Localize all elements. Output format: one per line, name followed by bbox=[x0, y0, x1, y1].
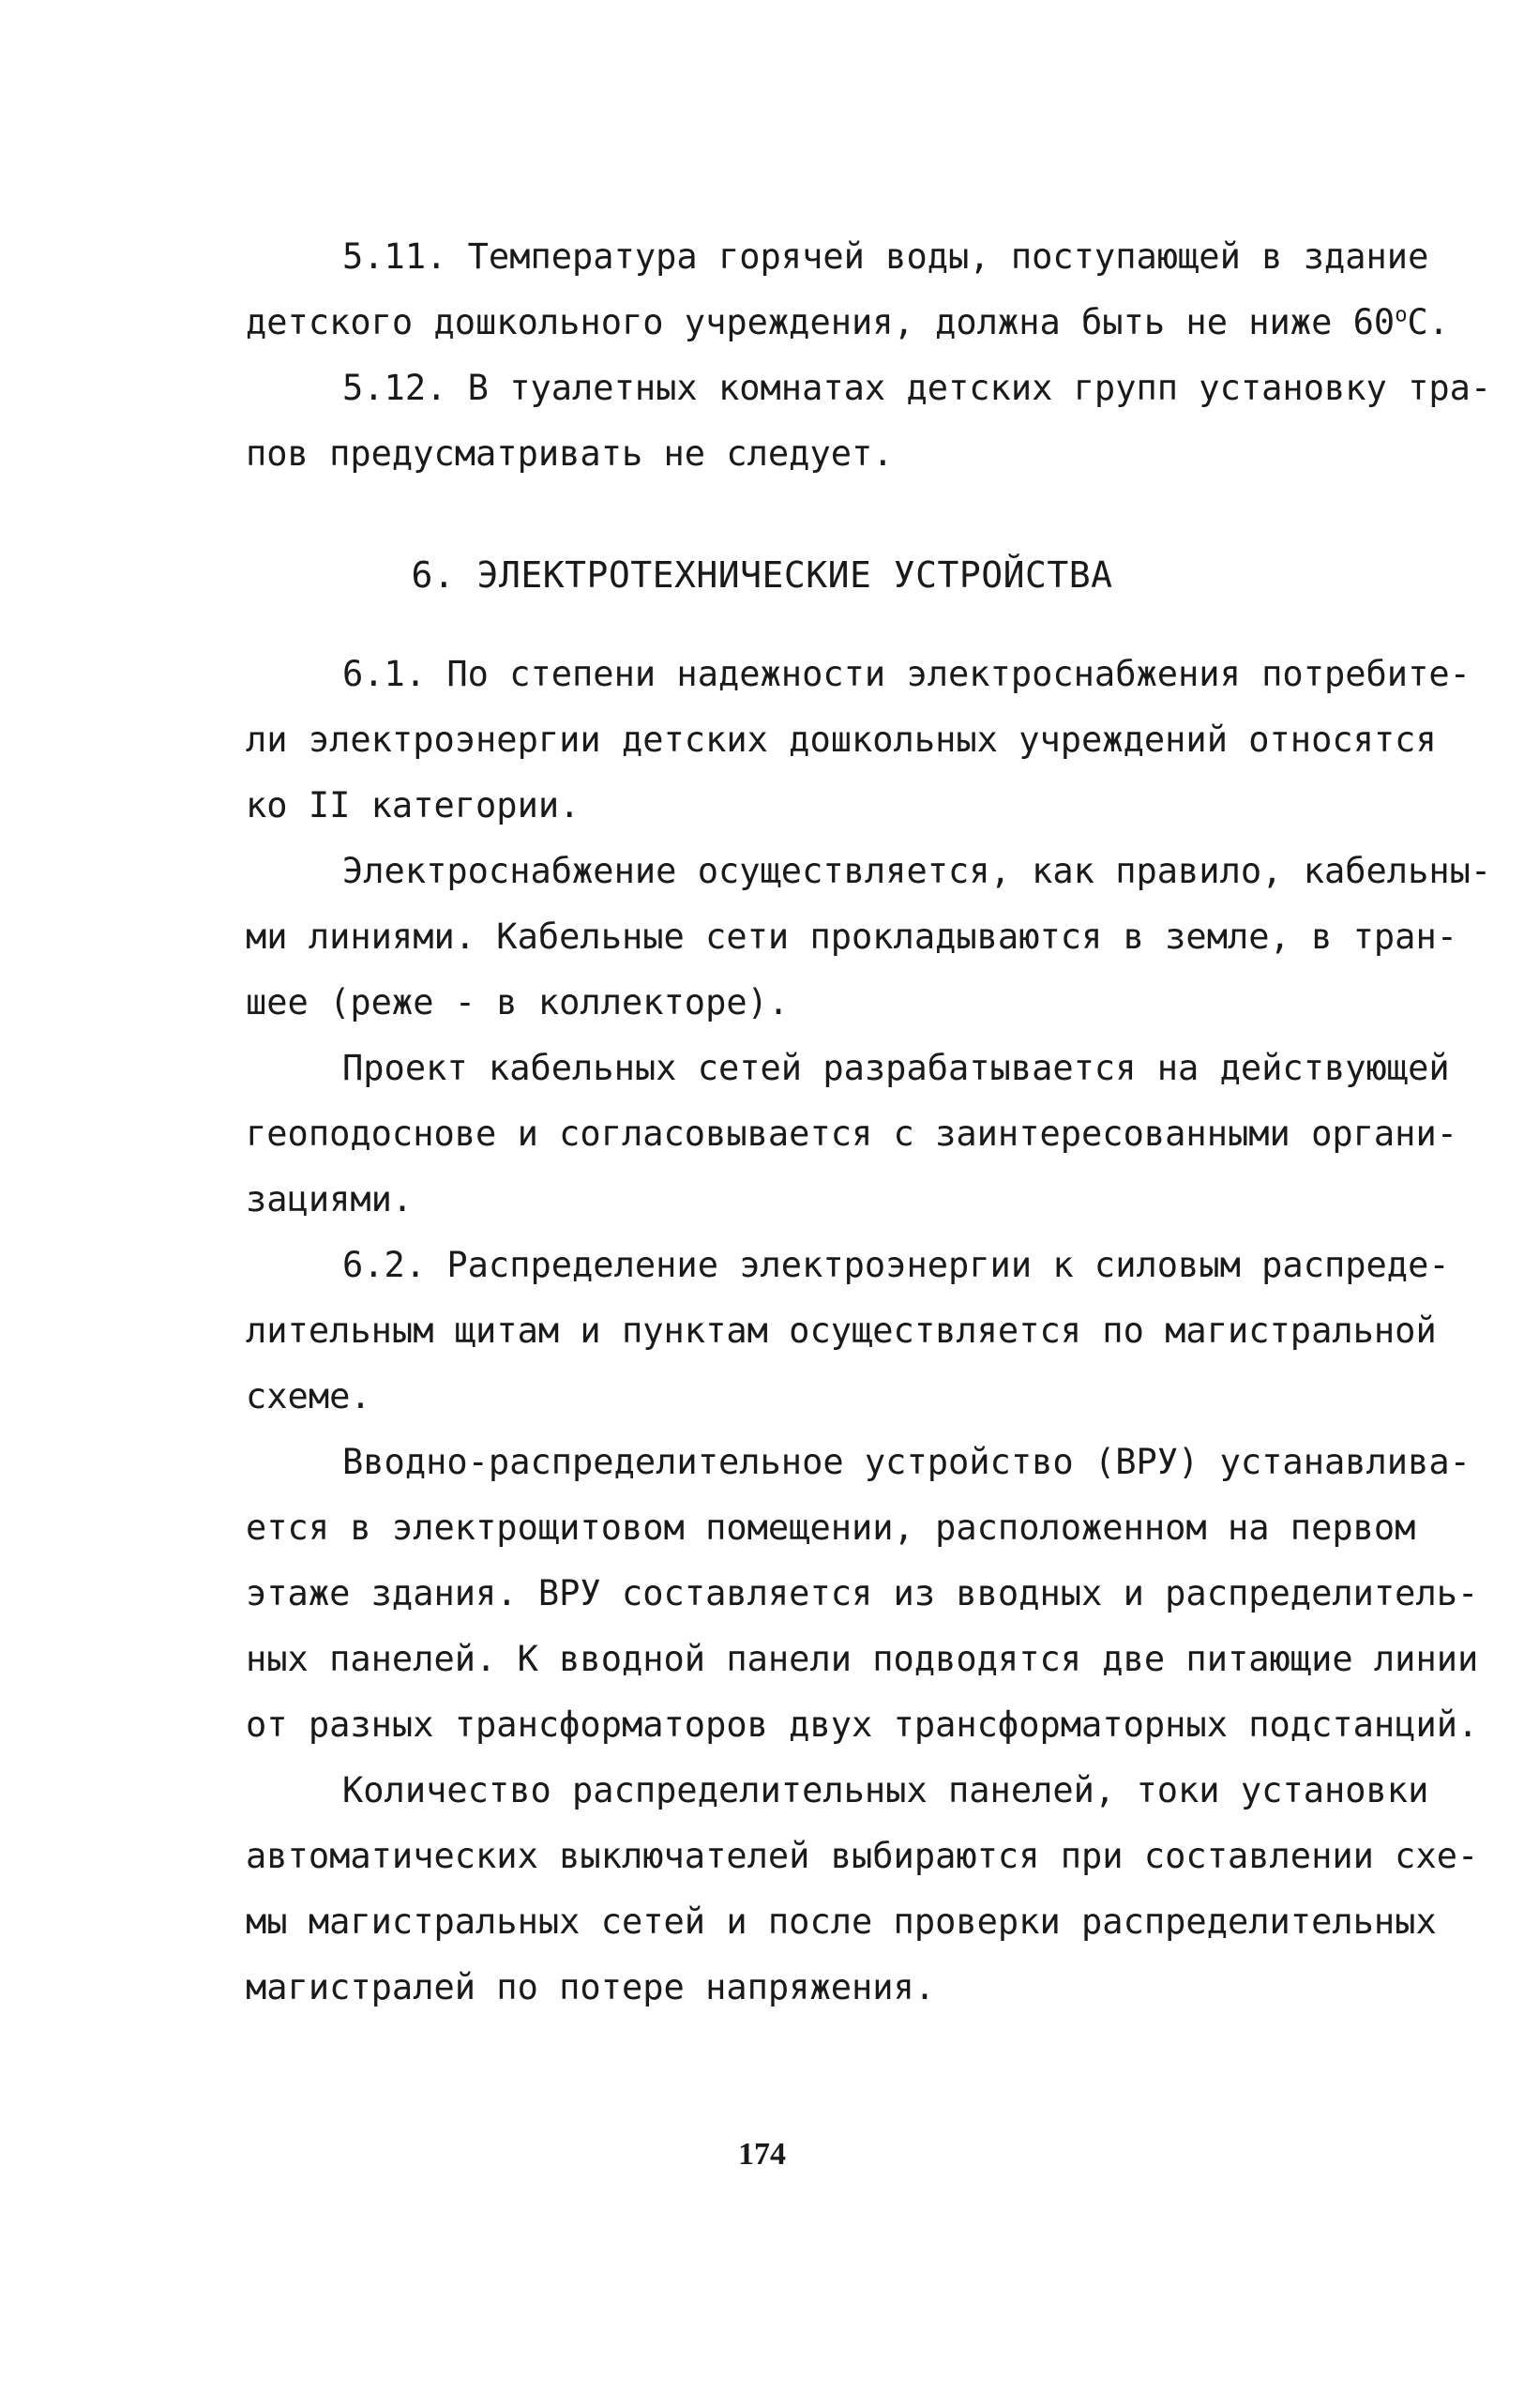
paragraph-6-1-line-2: ли электроэнергии детских дошкольных учреждений относятся bbox=[246, 719, 1437, 760]
paragraph-6-2-line-2: лительным щитам и пунктам осуществляется по магистральной bbox=[246, 1310, 1437, 1351]
paragraph-5-11-line-2 bbox=[246, 290, 1450, 356]
paragraph-6-2-line-1: 6.2. Распределение электроэнергии к силовым распреде- bbox=[342, 1245, 1450, 1285]
page-number: 174 bbox=[738, 2137, 786, 2172]
paragraph-5-12-line-2: пов предусматривать не следует. bbox=[246, 433, 894, 474]
paragraph-vru-line-4: ных панелей. К вводной панели подводятся две питающие линии bbox=[246, 1639, 1479, 1679]
degree-sign: о bbox=[1395, 302, 1408, 327]
paragraph-power-supply-line-1: Электроснабжение осуществляется, как правило, кабельны- bbox=[342, 851, 1492, 891]
paragraph-vru-line-5: от разных трансформаторов двух трансформаторных подстанций. bbox=[246, 1704, 1479, 1745]
section-6-text bbox=[246, 642, 1492, 2021]
paragraph-5-11-line-1: 5.11. Температура горячей воды, поступающей в здание bbox=[342, 236, 1429, 277]
paragraph-panels-line-3: мы магистральных сетей и после проверки распределительных bbox=[246, 1901, 1437, 1942]
paragraph-cable-project-line-1: Проект кабельных сетей разрабатывается на действующей bbox=[342, 1048, 1450, 1088]
section-6-heading: 6. ЭЛЕКТРОТЕХНИЧЕСКИЕ УСТРОЙСТВА bbox=[411, 554, 1113, 596]
paragraph-cable-project-line-2: геоподоснове и согласовывается с заинтересованными органи- bbox=[246, 1113, 1458, 1154]
paragraph-5-12-line-1: 5.12. В туалетных комнатах детских групп установку тра- bbox=[342, 368, 1492, 408]
paragraph-panels-line-1: Количество распределительных панелей, токи установки bbox=[342, 1770, 1429, 1810]
paragraph-vru-line-1: Вводно-распределительное устройство (ВРУ) устанавлива- bbox=[342, 1442, 1471, 1482]
paragraph-5-11-line-2-end: С. bbox=[1407, 302, 1450, 342]
paragraph-power-supply-line-3: шее (реже - в коллекторе). bbox=[246, 982, 790, 1022]
section-5-text bbox=[246, 224, 1492, 487]
paragraph-6-1-line-3: ко II категории. bbox=[246, 785, 581, 825]
paragraph-cable-project-line-3: зациями. bbox=[246, 1179, 414, 1219]
paragraph-vru-line-2: ется в электрощитовом помещении, расположенном на первом bbox=[246, 1507, 1416, 1548]
paragraph-power-supply-line-2: ми линиями. Кабельные сети прокладываются в земле, в тран- bbox=[246, 916, 1458, 957]
paragraph-vru-line-3: этаже здания. ВРУ составляется из вводных и распределитель- bbox=[246, 1573, 1479, 1613]
paragraph-panels-line-4: магистралей по потере напряжения. bbox=[246, 1967, 936, 2007]
paragraph-6-2-line-3: схеме. bbox=[246, 1376, 371, 1416]
paragraph-panels-line-2: автоматических выключателей выбираются при составлении схе- bbox=[246, 1836, 1479, 1876]
paragraph-5-11-line-2-text: детского дошкольного учреждения, должна быть не ниже 60 bbox=[246, 302, 1396, 342]
paragraph-6-1-line-1: 6.1. По степени надежности электроснабжения потребите- bbox=[342, 654, 1471, 694]
